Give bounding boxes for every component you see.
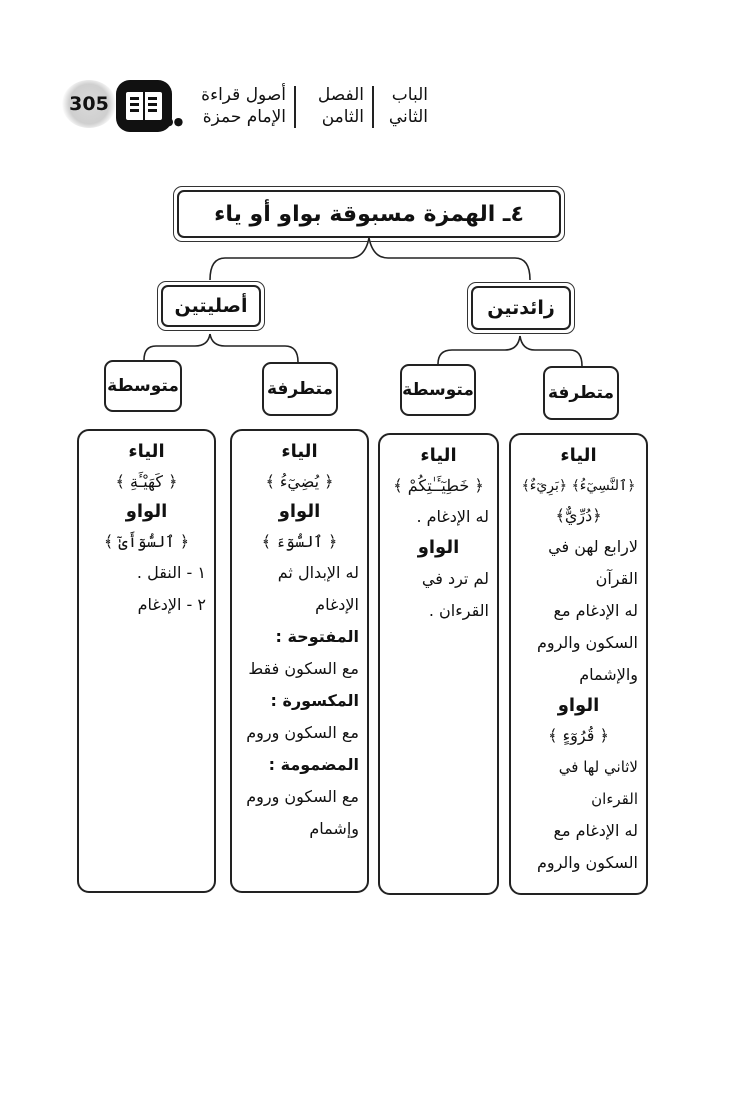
rule-line: والإشمام [579,665,638,684]
page-number: 305 [62,80,116,128]
rule-line: السكون والروم [536,633,638,652]
sub-asl-mutatarrifa: متطرفة [262,362,338,416]
rule-line: القرآن [595,569,638,588]
quran-example: ﴿ كَهَيْـَٔةِ ﴾ [115,472,178,491]
rule-line: ٢ - الإدغام [137,595,206,614]
fasl-value: الثامن [321,107,364,127]
heading-waw: الواو [125,501,168,522]
quran-example: ﴿ خَطِيٓـَٔـٰتِكُمْ ﴾ [393,476,484,495]
rule-line: ١ - النقل . [136,563,206,582]
quran-example: ﴿ يُضِيٓءُ ﴾ [265,472,334,491]
connector-asl-mutawassita [144,334,210,360]
rule-label: المضمومة : [268,755,359,774]
connector-right [369,238,530,280]
heading-ya: الياء [128,441,165,462]
rule-label: المفتوحة : [275,627,359,646]
book-line1: أصول قراءة [201,85,286,105]
bab-value: الثاني [388,107,428,127]
book-line2: الإمام حمزة [202,107,286,127]
column-zaid-mutawassita [378,433,499,895]
sub-zaid-mutawassita: متوسطة [400,364,476,416]
heading-ya: الياء [281,441,318,462]
quran-example: ﴿ قُرُوٓءٍ ﴾ [548,726,609,745]
column-zaid-mutatarrifa [509,433,648,895]
rule-line: مع السكون فقط [248,659,359,678]
rule-label: المكسورة : [270,691,359,710]
rule-line: لم ترد في القرءان . [421,569,489,620]
dots-decoration: ●● [164,115,184,128]
rule-line: وإشمام [309,819,359,838]
rule-line: له الإدغام مع [553,601,638,620]
sub-zaid-mutatarrifa: متطرفة [543,366,619,420]
rule-line: له الإبدال ثم [277,563,359,582]
quran-example: ﴿ٱلنَّسِيٓءُ﴾ ﴿بَرِيٓءٌ﴾ [521,478,636,494]
quran-example: ﴿ ٱلسُّوٓءَ ﴾ [261,532,338,551]
rule-line: له الإدغام . [416,507,489,526]
rule-line: مع السكون وروم [246,723,359,742]
fasl-label: الفصل [317,85,364,105]
rule-line: الإدغام [315,595,359,614]
category-zaidatayn: زائدتين [471,286,571,330]
connector-zaid-mutatarrifa [520,336,582,366]
heading-waw: الواو [278,501,321,522]
column-asl-mutatarrifa [230,429,369,893]
quran-example: ﴿دُرِّيٌّ﴾ [555,506,602,525]
connector-asl-mutatarrifa [210,334,298,362]
rule-line: له الإدغام مع [553,821,638,840]
diagram-title: ٤ـ الهمزة مسبوقة بواو أو ياء [177,190,561,238]
heading-ya: الياء [560,445,597,466]
quran-example: ﴿ ٱلسُّوٓأَىٰٓ ﴾ [103,532,190,551]
heading-waw: الواو [417,537,460,558]
category-asliyatayn: أصليتين [161,285,261,327]
bab-label: الباب [391,85,428,105]
connector-left [210,238,369,280]
heading-ya: الياء [420,445,457,466]
connector-zaid-mutawassita [438,336,520,364]
rule-line: لاثاني لها في القرءان [558,758,638,808]
heading-waw: الواو [557,695,600,716]
column-asl-mutawassita [77,429,216,893]
rule-line: لارابع لهن في [548,537,638,556]
rule-line: مع السكون وروم [246,787,359,806]
sub-asl-mutawassita: متوسطة [104,360,182,412]
rule-line: السكون والروم [536,853,638,872]
